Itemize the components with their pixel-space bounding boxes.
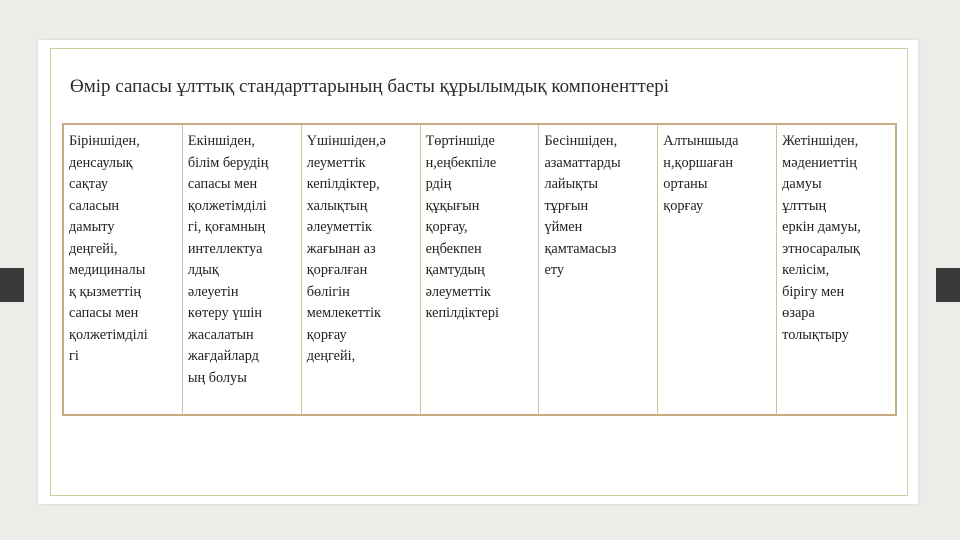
component-cell-5: Бесіншіден, азаматтарды лайықты тұрғын үймен қамтамасыз ету	[538, 125, 657, 414]
component-cell-1: Біріншіден, денсаулық сақтау саласын дамыту деңгейі, медициналы қ қызметтің сапасы мен қолжетімділі гі	[69, 133, 148, 364]
components-table	[62, 123, 897, 416]
component-cell-2: Екіншіден, білім берудің сапасы мен қолжетімділі гі, қоғамның интеллектуа лдық әлеуетін көтеру үшін жасалатын жағдайлард ың болуы	[182, 125, 301, 414]
component-cell-4: Төртіншіде н,еңбекпіле рдің құқығын қорғау, еңбекпен қамтудың әлеуметтік кепілдіктері	[420, 125, 539, 414]
component-cell-3: Үшіншіден,ә леуметтік кепілдіктер, халықтың әлеуметтік жағынан аз қорғалған бөлігін мемлекеттік қорғау деңгейі,	[301, 125, 420, 414]
component-cell-7: Жетіншіден, мәдениеттің дамуы ұлттың еркін дамуы, этносаралық келісім, бірігу мен өзара толықтыру	[776, 125, 895, 414]
slide-title: Өмір сапасы ұлттық стандарттарының басты құрылымдық компоненттері	[70, 76, 670, 97]
component-cell-6: Алтыншыда н,қоршаған ортаны қорғау	[657, 125, 776, 414]
left-edge-bar	[0, 268, 24, 302]
right-edge-bar	[936, 268, 960, 302]
slide	[38, 40, 918, 504]
